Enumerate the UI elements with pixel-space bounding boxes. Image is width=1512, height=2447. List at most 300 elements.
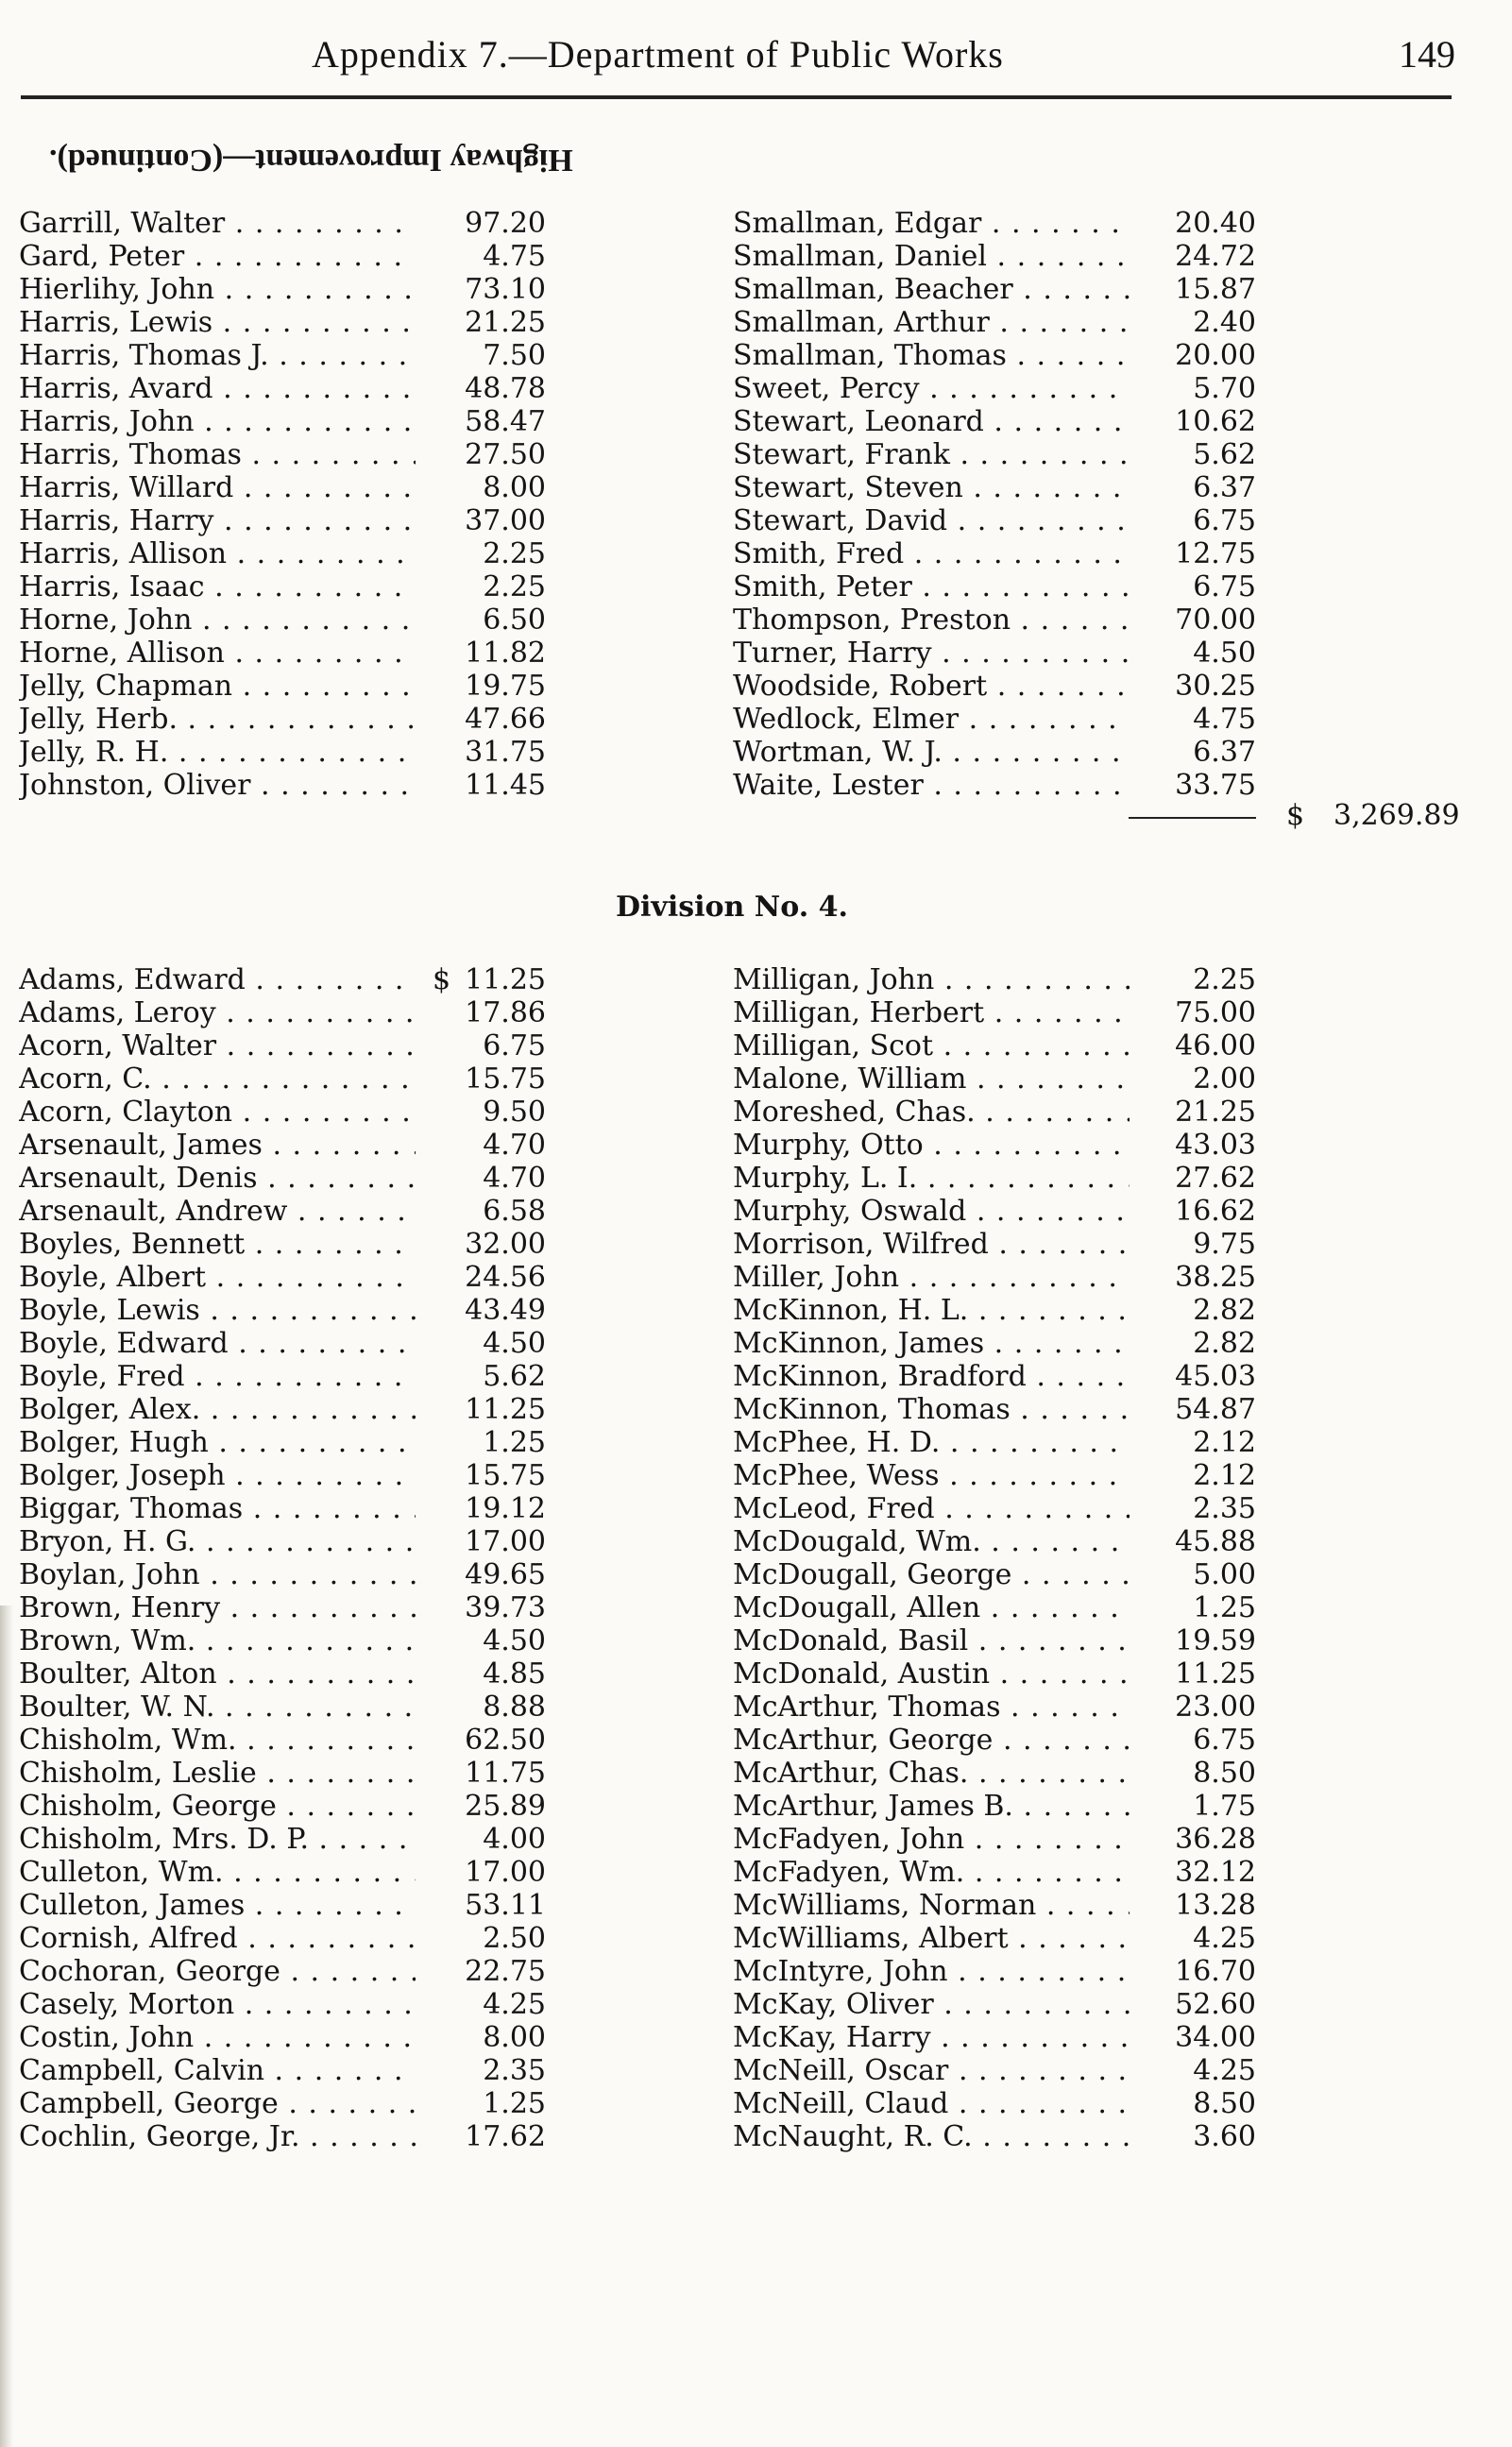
payment-amount: 16.70 <box>1175 1955 1256 1988</box>
payee-name: Hierlihy, John . . . <box>19 273 416 306</box>
payee-name: Harris, Thomas . . . <box>19 438 416 471</box>
payment-amount: 16.62 <box>1175 1195 1256 1228</box>
payee-name: Stewart, Steven . . . <box>733 471 1130 504</box>
payment-amount: 1.75 <box>1193 1790 1256 1823</box>
payment-amount: 6.37 <box>1193 736 1256 769</box>
ledger-row <box>733 273 1256 306</box>
payment-amount: 32.00 <box>465 1228 546 1261</box>
payment-amount: 19.12 <box>465 1492 546 1525</box>
payee-name: Acorn, C. . . . <box>19 1062 416 1096</box>
payment-amount: 17.86 <box>465 996 546 1029</box>
ledger-row <box>19 1029 546 1062</box>
payee-name: Smith, Peter . . . <box>733 570 1130 603</box>
payee-name: McKinnon, Thomas . . . <box>733 1393 1130 1426</box>
payment-amount: 2.35 <box>483 2054 546 2087</box>
payee-name: McNaught, R. C. . . . <box>733 2120 1130 2153</box>
ledger-row <box>19 240 546 273</box>
ledger-row <box>19 537 546 570</box>
ledger-row <box>19 2120 546 2153</box>
payee-name: McNeill, Claud . . . <box>733 2087 1130 2120</box>
ledger-row <box>733 1922 1256 1955</box>
payment-amount: 15.75 <box>465 1459 546 1492</box>
payee-name: Arsenault, Denis . . . <box>19 1162 416 1195</box>
ledger-row <box>19 603 546 637</box>
payee-name: McArthur, Chas. . . . <box>733 1757 1130 1790</box>
payment-amount: 6.37 <box>1193 471 1256 504</box>
ledger-row <box>733 703 1256 736</box>
ledger-row <box>19 1922 546 1955</box>
ledger-row <box>19 1393 546 1426</box>
payee-name: McFadyen, Wm. . . . <box>733 1856 1130 1889</box>
payment-amount: 5.62 <box>483 1360 546 1393</box>
ledger-row <box>733 504 1256 537</box>
ledger-row <box>19 207 546 240</box>
payment-amount: 53.11 <box>465 1889 546 1922</box>
payment-amount: 52.60 <box>1175 1988 1256 2021</box>
payee-name: Milligan, John . . . <box>733 963 1130 996</box>
payee-name: Smallman, Arthur . . . <box>733 306 1130 339</box>
ledger-row <box>733 1624 1256 1657</box>
payment-amount: 11.25 <box>1175 1657 1256 1691</box>
payment-amount: 12.75 <box>1175 537 1256 570</box>
ledger-row <box>733 769 1256 802</box>
payee-name: Acorn, Walter . . . <box>19 1029 416 1062</box>
payment-amount: 32.12 <box>1175 1856 1256 1889</box>
payment-amount: 2.12 <box>1193 1426 1256 1459</box>
payee-name: Boyle, Fred . . . <box>19 1360 416 1393</box>
payee-name: Bryon, H. G. . . . <box>19 1525 416 1558</box>
payee-name: Stewart, Frank . . . <box>733 438 1130 471</box>
payee-name: Miller, John . . . <box>733 1261 1130 1294</box>
division-heading: Division No. 4. <box>616 891 848 924</box>
payee-name: Arsenault, James . . . <box>19 1129 416 1162</box>
payment-amount: 2.25 <box>483 537 546 570</box>
payment-amount: 11.75 <box>465 1757 546 1790</box>
payee-name: Milligan, Herbert . . . <box>733 996 1130 1029</box>
ledger-row <box>733 1856 1256 1889</box>
payee-name: McArthur, Thomas . . . <box>733 1691 1130 1724</box>
payee-name: Chisholm, Mrs. D. P. . . . <box>19 1823 416 1856</box>
payment-amount: 97.20 <box>465 207 546 240</box>
ledger-row <box>19 1195 546 1228</box>
ledger-row <box>733 1988 1256 2021</box>
payment-amount: 15.75 <box>465 1062 546 1096</box>
payee-name: Woodside, Robert . . . <box>733 670 1130 703</box>
payee-name: McKinnon, Bradford . . . <box>733 1360 1130 1393</box>
payee-name: Morrison, Wilfred . . . <box>733 1228 1130 1261</box>
payment-amount: 11.82 <box>465 637 546 670</box>
payee-name: Harris, Thomas J. . . . <box>19 339 416 372</box>
payee-name: Cornish, Alfred . . . <box>19 1922 416 1955</box>
payment-amount: 34.00 <box>1175 2021 1256 2054</box>
ledger-row <box>19 2021 546 2054</box>
payee-name: Horne, John . . . <box>19 603 416 637</box>
ledger-row <box>19 1591 546 1624</box>
page-title: Appendix 7.—Department of Public Works <box>312 33 1004 76</box>
payment-amount: 4.75 <box>483 240 546 273</box>
payee-name: Sweet, Percy . . . <box>733 372 1130 405</box>
payment-amount: 4.50 <box>1193 637 1256 670</box>
payee-name: Jelly, Chapman . . . <box>19 670 416 703</box>
payee-name: Harris, Harry . . . <box>19 504 416 537</box>
ledger-row <box>19 1360 546 1393</box>
payee-name: Chisholm, Leslie . . . <box>19 1757 416 1790</box>
payment-amount: 36.28 <box>1175 1823 1256 1856</box>
payment-amount: 6.75 <box>1193 504 1256 537</box>
payee-name: McNeill, Oscar . . . <box>733 2054 1130 2087</box>
payment-amount: 17.62 <box>465 2120 546 2153</box>
payment-amount: 17.00 <box>465 1856 546 1889</box>
payment-amount: 38.25 <box>1175 1261 1256 1294</box>
ledger-row <box>733 963 1256 996</box>
ledger-row <box>733 1393 1256 1426</box>
payment-amount: 3.60 <box>1193 2120 1256 2153</box>
section2-right-column <box>733 963 1256 2153</box>
section1-left-column <box>19 207 546 802</box>
payee-name: Moreshed, Chas. . . . <box>733 1096 1130 1129</box>
ledger-row <box>19 1823 546 1856</box>
ledger-row <box>733 996 1256 1029</box>
payee-name: Thompson, Preston . . . <box>733 603 1130 637</box>
payment-amount: 4.70 <box>483 1162 546 1195</box>
ledger-row <box>733 1096 1256 1129</box>
ledger-row <box>733 1129 1256 1162</box>
payment-amount: 2.12 <box>1193 1459 1256 1492</box>
ledger-row <box>733 1757 1256 1790</box>
payee-name: Horne, Allison . . . <box>19 637 416 670</box>
payment-amount: 8.00 <box>483 2021 546 2054</box>
payment-amount: 2.82 <box>1193 1327 1256 1360</box>
payment-amount: 37.00 <box>465 504 546 537</box>
ledger-row <box>733 1724 1256 1757</box>
payment-amount: 6.75 <box>1193 570 1256 603</box>
payment-amount: 43.49 <box>465 1294 546 1327</box>
payee-name: Gard, Peter . . . <box>19 240 416 273</box>
payee-name: Waite, Lester . . . <box>733 769 1130 802</box>
ledger-row <box>19 1129 546 1162</box>
payment-amount: 1.25 <box>483 1426 546 1459</box>
payment-amount: 21.25 <box>1175 1096 1256 1129</box>
payment-amount: 27.62 <box>1175 1162 1256 1195</box>
payment-amount: 25.89 <box>465 1790 546 1823</box>
ledger-row <box>733 1195 1256 1228</box>
payee-name: Wortman, W. J. . . . <box>733 736 1130 769</box>
payee-name: McPhee, H. D. . . . <box>733 1426 1130 1459</box>
payee-name: Harris, Allison . . . <box>19 537 416 570</box>
payment-amount: 22.75 <box>465 1955 546 1988</box>
payment-amount: 10.62 <box>1175 405 1256 438</box>
ledger-row <box>733 736 1256 769</box>
ledger-row <box>19 2087 546 2120</box>
ledger-row <box>733 1591 1256 1624</box>
payee-name: Bolger, Hugh . . . <box>19 1426 416 1459</box>
ledger-row <box>733 2087 1256 2120</box>
payee-name: Harris, John . . . <box>19 405 416 438</box>
payee-name: Acorn, Clayton . . . <box>19 1096 416 1129</box>
payment-amount: 4.75 <box>1193 703 1256 736</box>
payment-amount: 2.40 <box>1193 306 1256 339</box>
payee-name: Garrill, Walter . . . <box>19 207 416 240</box>
ledger-row <box>733 372 1256 405</box>
ledger-row <box>19 1558 546 1591</box>
payment-amount: 23.00 <box>1175 1691 1256 1724</box>
payment-amount: 49.65 <box>465 1558 546 1591</box>
payee-name: Chisholm, Wm. . . . <box>19 1724 416 1757</box>
payee-name: Biggar, Thomas . . . <box>19 1492 416 1525</box>
payment-amount: 2.25 <box>483 570 546 603</box>
payment-amount: 48.78 <box>465 372 546 405</box>
payment-amount: 20.40 <box>1175 207 1256 240</box>
ledger-row <box>19 372 546 405</box>
payment-amount: 46.00 <box>1175 1029 1256 1062</box>
payment-amount: 4.70 <box>483 1129 546 1162</box>
payee-name: Murphy, L. I. . . . <box>733 1162 1130 1195</box>
ledger-row <box>733 1525 1256 1558</box>
payee-name: Smallman, Beacher . . . <box>733 273 1130 306</box>
ledger-row <box>733 1360 1256 1393</box>
payment-amount: 24.56 <box>465 1261 546 1294</box>
page-number: 149 <box>1399 33 1455 76</box>
payee-name: Smallman, Edgar . . . <box>733 207 1130 240</box>
payment-amount: 6.75 <box>1193 1724 1256 1757</box>
payee-name: Jelly, Herb. . . . <box>19 703 416 736</box>
ledger-row <box>19 1426 546 1459</box>
payment-amount: 8.50 <box>1193 2087 1256 2120</box>
total-currency: $ <box>1286 799 1305 832</box>
payee-name: Smallman, Daniel . . . <box>733 240 1130 273</box>
ledger-row <box>733 1062 1256 1096</box>
ledger-row <box>733 1492 1256 1525</box>
ledger-row <box>733 1790 1256 1823</box>
payment-amount: 62.50 <box>465 1724 546 1757</box>
ledger-row <box>19 637 546 670</box>
payment-amount: 7.50 <box>483 339 546 372</box>
payee-name: McDougall, Allen . . . <box>733 1591 1130 1624</box>
payee-name: Casely, Morton . . . <box>19 1988 416 2021</box>
payment-amount: 4.00 <box>483 1823 546 1856</box>
payee-name: McDougald, Wm. . . . <box>733 1525 1130 1558</box>
ledger-row <box>19 1624 546 1657</box>
payee-name: Johnston, Oliver . . . <box>19 769 416 802</box>
ledger-row <box>733 1657 1256 1691</box>
payee-name: Boulter, W. N. . . . <box>19 1691 416 1724</box>
payment-amount: 24.72 <box>1175 240 1256 273</box>
ledger-row <box>733 637 1256 670</box>
payee-name: Bolger, Joseph . . . <box>19 1459 416 1492</box>
payment-amount: 75.00 <box>1175 996 1256 1029</box>
ledger-row <box>19 273 546 306</box>
payee-name: Boyle, Lewis . . . <box>19 1294 416 1327</box>
payment-amount: 4.50 <box>483 1327 546 1360</box>
payment-amount: 5.62 <box>1193 438 1256 471</box>
ledger-row <box>19 1327 546 1360</box>
payee-name: Boyle, Edward . . . <box>19 1327 416 1360</box>
ledger-row <box>733 207 1256 240</box>
payee-name: Boyles, Bennett . . . <box>19 1228 416 1261</box>
payee-name: Cochlin, George, Jr. . . . <box>19 2120 416 2153</box>
section2-left-column <box>19 963 546 2153</box>
payee-name: McDougall, George . . . <box>733 1558 1130 1591</box>
payee-name: Boulter, Alton . . . <box>19 1657 416 1691</box>
ledger-row <box>733 537 1256 570</box>
ledger-row <box>733 240 1256 273</box>
payee-name: McIntyre, John . . . <box>733 1955 1130 1988</box>
payment-amount: 21.25 <box>465 306 546 339</box>
ledger-row <box>733 670 1256 703</box>
ledger-row <box>19 1162 546 1195</box>
ledger-row <box>19 1228 546 1261</box>
payee-name: Brown, Wm. . . . <box>19 1624 416 1657</box>
payment-amount: 8.88 <box>483 1691 546 1724</box>
currency-sign: $ <box>433 963 451 996</box>
payee-name: McKay, Harry . . . <box>733 2021 1130 2054</box>
payee-name: McWilliams, Albert . . . <box>733 1922 1130 1955</box>
payee-name: Cochoran, George . . . <box>19 1955 416 1988</box>
running-head <box>0 32 1512 89</box>
ledger-row <box>19 1988 546 2021</box>
payee-name: Wedlock, Elmer . . . <box>733 703 1130 736</box>
ledger-row <box>19 769 546 802</box>
ledger-row <box>733 2054 1256 2087</box>
payee-name: McKinnon, James . . . <box>733 1327 1130 1360</box>
ledger-row <box>733 471 1256 504</box>
page-edge-shadow <box>0 1606 13 2447</box>
ledger-row <box>733 1261 1256 1294</box>
payment-amount: 4.25 <box>1193 2054 1256 2087</box>
ledger-row <box>733 306 1256 339</box>
payment-amount: 11.25 <box>465 963 546 996</box>
payment-amount: 20.00 <box>1175 339 1256 372</box>
payee-name: McDonald, Basil . . . <box>733 1624 1130 1657</box>
payment-amount: 47.66 <box>465 703 546 736</box>
payee-name: Harris, Lewis . . . <box>19 306 416 339</box>
payee-name: Campbell, George . . . <box>19 2087 416 2120</box>
payment-amount: 70.00 <box>1175 603 1256 637</box>
payment-amount: 2.00 <box>1193 1062 1256 1096</box>
payee-name: Chisholm, George . . . <box>19 1790 416 1823</box>
ledger-row <box>733 1823 1256 1856</box>
ledger-row <box>733 603 1256 637</box>
payee-name: Adams, Leroy . . . <box>19 996 416 1029</box>
ledger-row <box>19 1261 546 1294</box>
payment-amount: 1.25 <box>483 2087 546 2120</box>
payee-name: Turner, Harry . . . <box>733 637 1130 670</box>
ledger-row <box>733 339 1256 372</box>
ledger-row <box>733 1162 1256 1195</box>
ledger-row <box>733 405 1256 438</box>
payment-amount: 2.50 <box>483 1922 546 1955</box>
payment-amount: 19.75 <box>465 670 546 703</box>
section1-total: 3,269.89 <box>1334 799 1460 832</box>
payment-amount: 1.25 <box>1193 1591 1256 1624</box>
ledger-row <box>19 1459 546 1492</box>
ledger-row <box>19 306 546 339</box>
ledger-row <box>19 996 546 1029</box>
payee-name: Boyle, Albert . . . <box>19 1261 416 1294</box>
payee-name: Harris, Isaac . . . <box>19 570 416 603</box>
ledger-row <box>19 1492 546 1525</box>
payee-name: Smith, Fred . . . <box>733 537 1130 570</box>
payee-name: Boylan, John . . . <box>19 1558 416 1591</box>
payment-amount: 6.50 <box>483 603 546 637</box>
ledger-row <box>733 1228 1256 1261</box>
ledger-row <box>19 1657 546 1691</box>
payee-name: McWilliams, Norman . . . <box>733 1889 1130 1922</box>
payment-amount: 9.75 <box>1193 1228 1256 1261</box>
ledger-row <box>19 339 546 372</box>
ledger-row <box>733 1294 1256 1327</box>
payee-name: McArthur, George . . . <box>733 1724 1130 1757</box>
payment-amount: 2.35 <box>1193 1492 1256 1525</box>
ledger-row <box>19 1062 546 1096</box>
ledger-row <box>19 2054 546 2087</box>
payment-amount: 4.50 <box>483 1624 546 1657</box>
ledger-row <box>19 1525 546 1558</box>
payment-amount: 4.85 <box>483 1657 546 1691</box>
payment-amount: 33.75 <box>1175 769 1256 802</box>
payment-amount: 54.87 <box>1175 1393 1256 1426</box>
payment-amount: 39.73 <box>465 1591 546 1624</box>
ledger-row <box>19 1889 546 1922</box>
payment-amount: 11.25 <box>465 1393 546 1426</box>
payment-amount: 19.59 <box>1175 1624 1256 1657</box>
ledger-row <box>19 1096 546 1129</box>
payment-amount: 9.50 <box>483 1096 546 1129</box>
ledger-row <box>19 670 546 703</box>
payee-name: Milligan, Scot . . . <box>733 1029 1130 1062</box>
payee-name: Murphy, Oswald . . . <box>733 1195 1130 1228</box>
ledger-row <box>733 1327 1256 1360</box>
payment-amount: 15.87 <box>1175 273 1256 306</box>
payee-name: Costin, John . . . <box>19 2021 416 2054</box>
ledger-row <box>19 405 546 438</box>
payment-amount: 73.10 <box>465 273 546 306</box>
payment-amount: 45.88 <box>1175 1525 1256 1558</box>
ledger-row <box>733 2021 1256 2054</box>
payment-amount: 45.03 <box>1175 1360 1256 1393</box>
ledger-row <box>19 736 546 769</box>
ledger-row <box>733 438 1256 471</box>
ledger-row <box>733 570 1256 603</box>
ledger-row <box>19 703 546 736</box>
ledger-row <box>733 1426 1256 1459</box>
payment-amount: 6.58 <box>483 1195 546 1228</box>
payment-amount: 6.75 <box>483 1029 546 1062</box>
ledger-row <box>733 2120 1256 2153</box>
section1-right-column <box>733 207 1256 802</box>
payee-name: Harris, Avard . . . <box>19 372 416 405</box>
ledger-row <box>19 1294 546 1327</box>
payee-name: McFadyen, John . . . <box>733 1823 1130 1856</box>
ledger-row <box>19 1757 546 1790</box>
payee-name: McDonald, Austin . . . <box>733 1657 1130 1691</box>
inverted-section-heading: Highway Improvement—(Continued). <box>49 143 573 178</box>
ledger-row <box>733 1955 1256 1988</box>
payment-amount: 5.70 <box>1193 372 1256 405</box>
payee-name: Smallman, Thomas . . . <box>733 339 1130 372</box>
payment-amount: 13.28 <box>1175 1889 1256 1922</box>
payee-name: Stewart, Leonard . . . <box>733 405 1130 438</box>
ledger-row <box>19 504 546 537</box>
payee-name: Murphy, Otto . . . <box>733 1129 1130 1162</box>
payment-amount: 58.47 <box>465 405 546 438</box>
payee-name: McLeod, Fred . . . <box>733 1492 1130 1525</box>
payment-amount: 27.50 <box>465 438 546 471</box>
ledger-row <box>19 471 546 504</box>
ledger-row <box>19 1955 546 1988</box>
payee-name: Adams, Edward . . . <box>19 963 416 996</box>
ledger-row <box>19 1724 546 1757</box>
